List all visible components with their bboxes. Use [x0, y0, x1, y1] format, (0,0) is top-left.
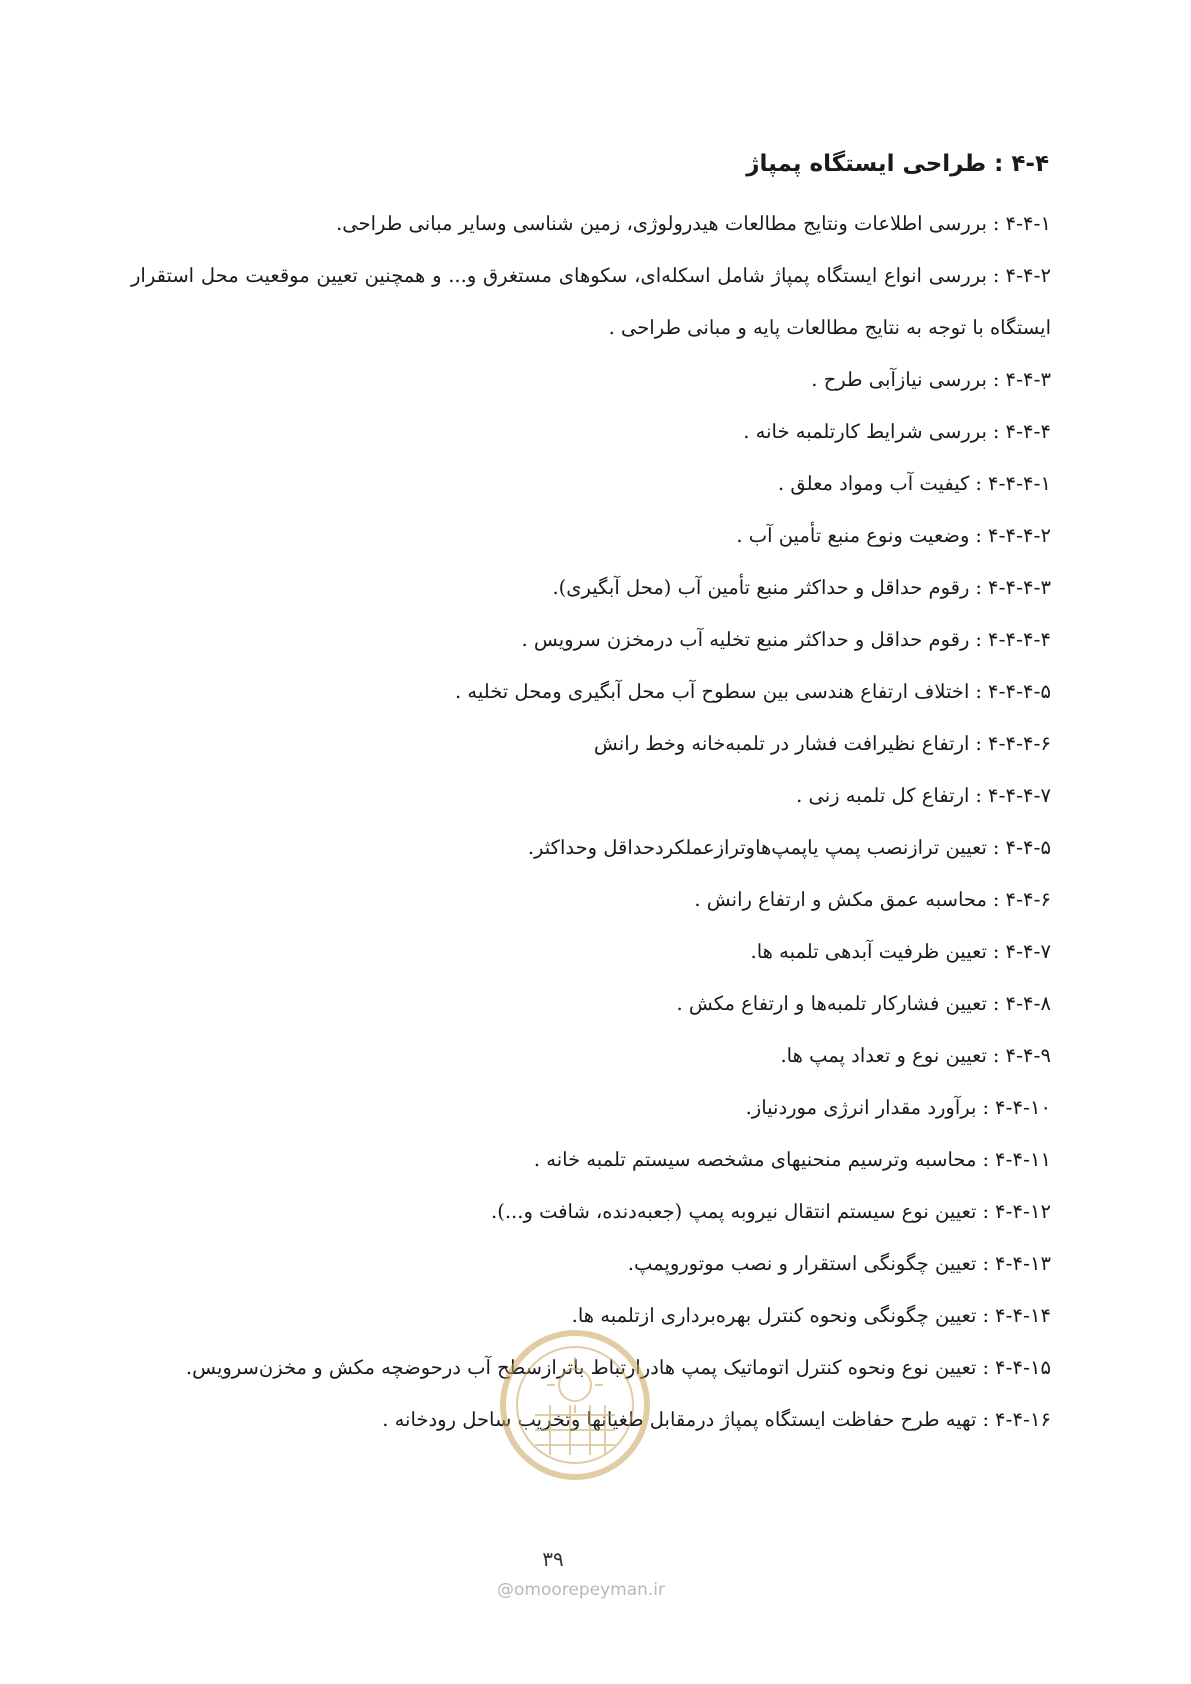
item-code: ۴-۴-۱۵ — [995, 1356, 1051, 1379]
section-content — [131, 146, 1051, 1446]
item-code: ۴-۴-۱۳ — [995, 1252, 1051, 1275]
item-text: وضعیت ونوع منبع تأمین آب . — [736, 524, 970, 547]
item-code: ۴-۴-۱۴ — [995, 1304, 1051, 1327]
item-separator: : — [992, 212, 1000, 235]
list-item — [131, 1030, 1051, 1082]
item-text: تعیین ظرفیت آبدهی تلمبه ها. — [750, 940, 987, 963]
item-text: تعیین چگونگی استقرار و نصب موتوروپمپ. — [627, 1252, 977, 1275]
item-separator: : — [992, 264, 1000, 287]
item-text: تهیه طرح حفاظت ایستگاه پمپاژ درمقابل طغیانها وتخریب ساحل رودخانه . — [382, 1408, 977, 1431]
list-item — [131, 198, 1051, 250]
item-code: ۴-۴-۷ — [1005, 940, 1051, 963]
list-item — [131, 770, 1051, 822]
item-code: ۴-۴-۱۱ — [995, 1148, 1051, 1171]
item-text: رقوم حداقل و حداکثر منبع تأمین آب (محل آبگیری). — [552, 576, 970, 599]
item-separator: : — [982, 1304, 990, 1327]
item-text: بررسی اطلاعات ونتایج مطالعات هیدرولوژی، زمین شناسی وسایر مبانی طراحی. — [336, 212, 987, 235]
list-item — [131, 1238, 1051, 1290]
item-separator: : — [992, 992, 1000, 1015]
item-separator: : — [982, 1356, 990, 1379]
item-code: ۴-۴-۱۶ — [995, 1408, 1051, 1431]
item-text: برآورد مقدار انرژی موردنیاز. — [745, 1096, 977, 1119]
item-separator: : — [982, 1200, 990, 1223]
item-code: ۴-۴-۴-۶ — [987, 732, 1051, 755]
watermark-url: @omoorepeyman.ir — [497, 1580, 666, 1600]
item-text: ارتفاع کل تلمبه زنی . — [796, 784, 970, 807]
item-text: کیفیت آب ومواد معلق . — [777, 472, 970, 495]
list-item — [131, 666, 1051, 718]
item-text: تعیین چگونگی ونحوه کنترل بهره‌برداری ازتلمبه ها. — [571, 1304, 977, 1327]
item-separator: : — [975, 732, 982, 755]
item-separator: : — [992, 888, 1000, 911]
item-code: ۴-۴-۱۰ — [995, 1096, 1051, 1119]
item-separator: : — [992, 836, 1000, 859]
item-separator: : — [975, 472, 982, 495]
list-item — [131, 250, 1051, 354]
item-text: بررسی انواع ایستگاه پمپاژ شامل اسکله‌ای، سکوهای مستغرق و... و همچنین تعیین موقعیت محل استقرار ایستگاه با توجه به نتایج مطالعات پایه و مبانی طراحی . — [131, 264, 1051, 339]
item-code: ۴-۴-۴ — [1005, 420, 1051, 443]
item-code: ۴-۴-۱ — [1005, 212, 1051, 235]
item-text: محاسبه عمق مکش و ارتفاع رانش . — [694, 888, 987, 911]
item-text: بررسی نیازآبی طرح . — [811, 368, 987, 391]
item-separator: : — [982, 1408, 990, 1431]
item-code: ۴-۴-۳ — [1005, 368, 1051, 391]
list-item — [131, 510, 1051, 562]
item-code: ۴-۴-۶ — [1005, 888, 1051, 911]
item-separator: : — [992, 1044, 1000, 1067]
item-code: ۴-۴-۴-۱ — [987, 472, 1051, 495]
list-item — [131, 354, 1051, 406]
item-separator: : — [975, 576, 982, 599]
item-code: ۴-۴-۴-۳ — [987, 576, 1051, 599]
list-item — [131, 562, 1051, 614]
item-text: تعیین ترازنصب پمپ یاپمپ‌هاوترازعملکردحداقل وحداکثر. — [527, 836, 987, 859]
item-text: محاسبه وترسیم منحنیهای مشخصه سیستم تلمبه خانه . — [533, 1148, 977, 1171]
item-text: تعیین فشارکار تلمبه‌ها و ارتفاع مکش . — [676, 992, 987, 1015]
list-item — [131, 718, 1051, 770]
item-separator: : — [975, 680, 982, 703]
list-item — [131, 926, 1051, 978]
list-item — [131, 1082, 1051, 1134]
section-heading: ۴-۴ : طراحی ایستگاه پمپاژ — [746, 151, 1049, 177]
item-text: ارتفاع نظیرافت فشار در تلمبه‌خانه وخط رانش — [593, 732, 970, 755]
list-item — [131, 822, 1051, 874]
item-code: ۴-۴-۱۲ — [995, 1200, 1051, 1223]
item-text: بررسی شرایط کارتلمبه خانه . — [743, 420, 987, 443]
list-item — [131, 614, 1051, 666]
item-code: ۴-۴-۴-۷ — [987, 784, 1051, 807]
item-separator: : — [975, 524, 982, 547]
publisher-seal-watermark — [490, 1310, 660, 1530]
item-code: ۴-۴-۴-۵ — [987, 680, 1051, 703]
item-text: تعیین نوع ونحوه کنترل اتوماتیک پمپ هادرارتباط باترازسطح آب درحوضچه مکش و مخزن‌سرویس. — [185, 1356, 977, 1379]
item-code: ۴-۴-۴-۲ — [987, 524, 1051, 547]
list-item — [131, 874, 1051, 926]
item-separator: : — [975, 784, 982, 807]
list-item — [131, 458, 1051, 510]
list-item — [131, 1186, 1051, 1238]
item-code: ۴-۴-۸ — [1005, 992, 1051, 1015]
list-item — [131, 978, 1051, 1030]
page-number: ۳۹ — [542, 1547, 564, 1571]
item-separator: : — [982, 1096, 990, 1119]
item-separator: : — [982, 1148, 990, 1171]
list-item — [131, 1134, 1051, 1186]
item-code: ۴-۴-۲ — [1005, 264, 1051, 287]
item-separator: : — [982, 1252, 990, 1275]
item-separator: : — [975, 628, 982, 651]
item-text: رقوم حداقل و حداکثر منبع تخلیه آب درمخزن سرویس . — [521, 628, 970, 651]
list-item — [131, 406, 1051, 458]
item-text: تعیین نوع سیستم انتقال نیروبه پمپ (جعبه‌دنده، شافت و...). — [491, 1200, 977, 1223]
item-code: ۴-۴-۹ — [1005, 1044, 1051, 1067]
item-separator: : — [992, 940, 1000, 963]
item-list — [131, 198, 1051, 1446]
item-code: ۴-۴-۴-۴ — [987, 628, 1051, 651]
item-separator: : — [992, 368, 1000, 391]
item-separator: : — [992, 420, 1000, 443]
item-text: اختلاف ارتفاع هندسی بین سطوح آب محل آبگیری ومحل تخلیه . — [455, 680, 970, 703]
item-code: ۴-۴-۵ — [1005, 836, 1051, 859]
item-text: تعیین نوع و تعداد پمپ ها. — [780, 1044, 987, 1067]
